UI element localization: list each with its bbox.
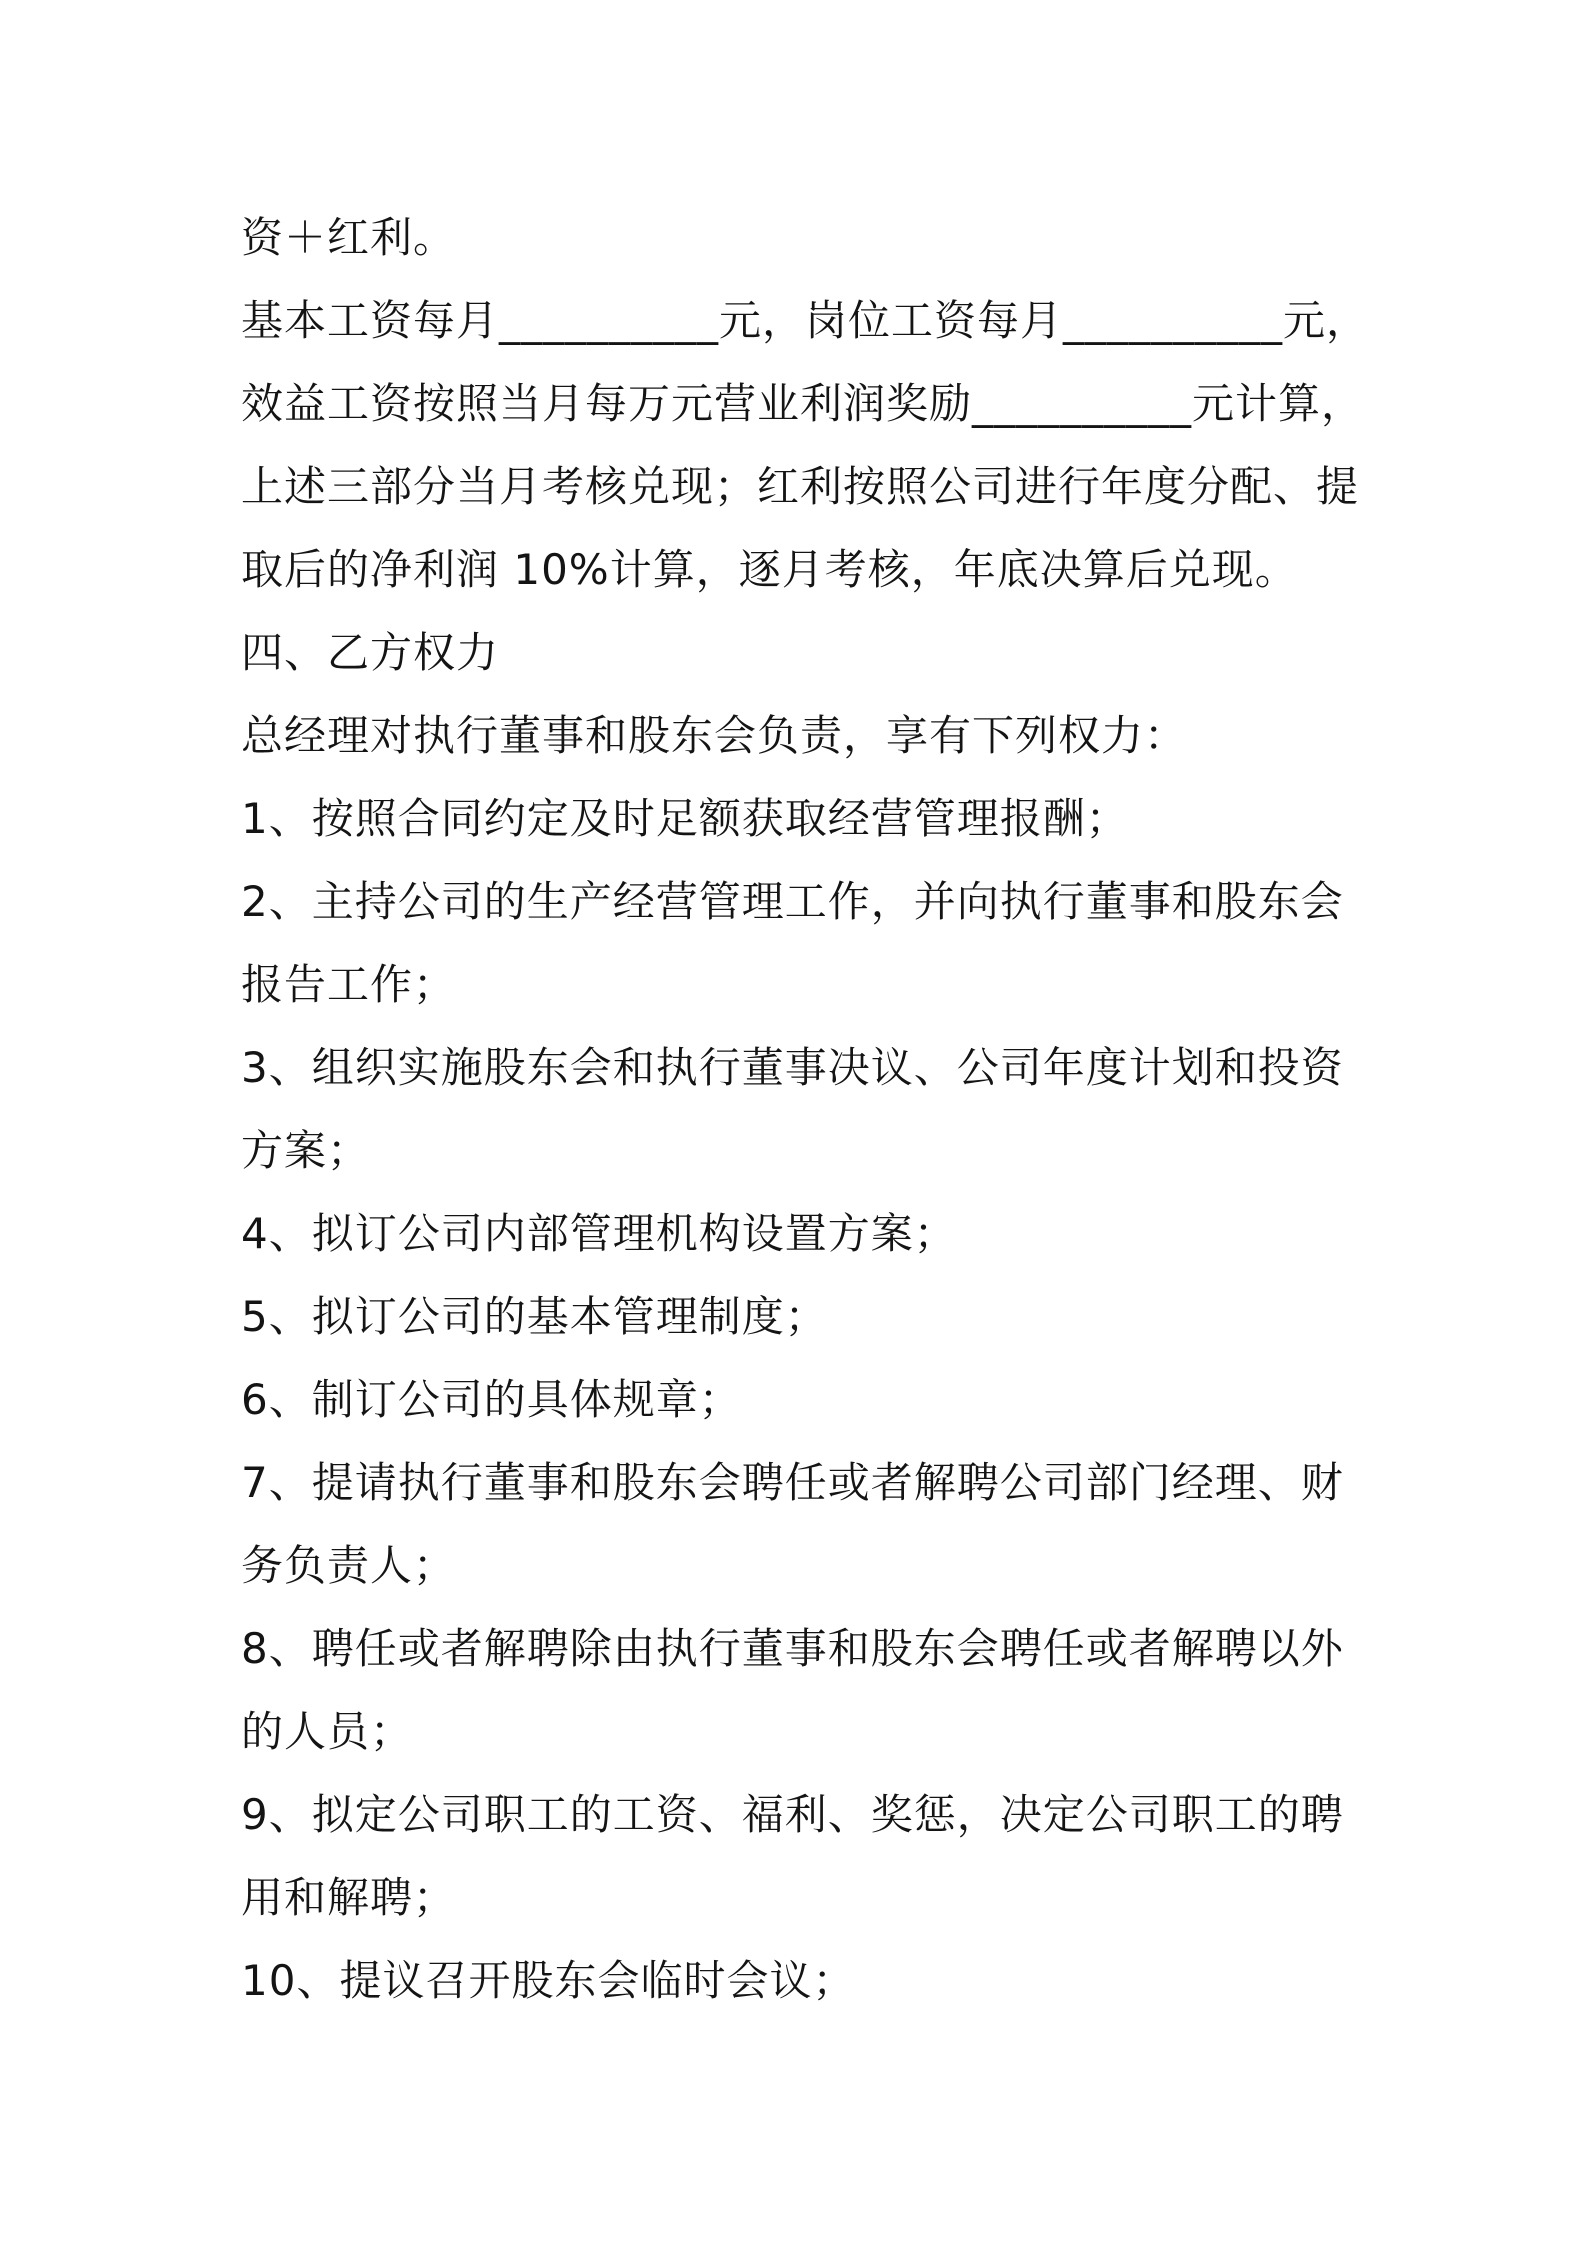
text-line: 基本工资每月__________元，岗位工资每月__________元，: [241, 296, 1370, 345]
list-item-continuation: 报告工作；: [241, 960, 457, 1009]
list-item: 10、提议召开股东会临时会议；: [241, 1956, 856, 2005]
list-item: 7、提请执行董事和股东会聘任或者解聘公司部门经理、财: [241, 1458, 1344, 1507]
list-item: 3、组织实施股东会和执行董事决议、公司年度计划和投资: [241, 1043, 1344, 1092]
text-line: 效益工资按照当月每万元营业利润奖励__________元计算，: [241, 379, 1365, 428]
document-body: [241, 196, 1370, 2022]
text-line: 资＋红利。: [241, 213, 457, 262]
list-item: 4、拟订公司内部管理机构设置方案；: [241, 1209, 957, 1258]
list-item: 2、主持公司的生产经营管理工作，并向执行董事和股东会: [241, 877, 1344, 926]
section-heading: 四、乙方权力: [241, 628, 500, 677]
list-item: 9、拟定公司职工的工资、福利、奖惩，决定公司职工的聘: [241, 1790, 1344, 1839]
list-item-continuation: 务负责人；: [241, 1541, 457, 1590]
list-item: 6、制订公司的具体规章；: [241, 1375, 742, 1424]
list-item-continuation: 方案；: [241, 1126, 371, 1175]
list-item: 5、拟订公司的基本管理制度；: [241, 1292, 828, 1341]
list-item-continuation: 的人员；: [241, 1707, 414, 1756]
list-item: 8、聘任或者解聘除由执行董事和股东会聘任或者解聘以外: [241, 1624, 1344, 1673]
list-item-continuation: 用和解聘；: [241, 1873, 457, 1922]
text-line: 上述三部分当月考核兑现；红利按照公司进行年度分配、提: [241, 462, 1360, 511]
text-line: 取后的净利润 10%计算，逐月考核，年底决算后兑现。: [241, 545, 1298, 594]
text-line: 总经理对执行董事和股东会负责，享有下列权力：: [241, 711, 1188, 760]
list-item: 1、按照合同约定及时足额获取经营管理报酬；: [241, 794, 1129, 843]
